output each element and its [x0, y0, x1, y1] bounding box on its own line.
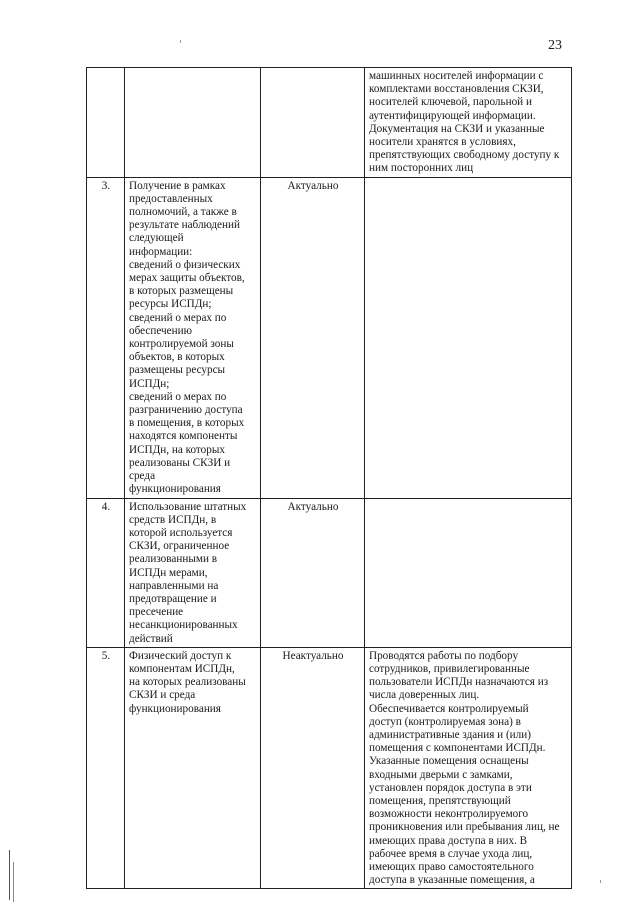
threat-line: на которых реализованы: [129, 676, 246, 689]
threat-line: функционирования: [129, 702, 221, 715]
threat-line: которой используется: [129, 526, 233, 539]
relevance-status: Актуально: [261, 498, 365, 647]
measures-line: помещения, препятствующий: [369, 794, 511, 807]
threat-line: реализованными в: [129, 553, 218, 566]
relevance-status: Актуально: [261, 177, 365, 498]
threat-description: [125, 647, 261, 889]
threat-line: пресечение: [129, 606, 184, 619]
scan-speck: [600, 880, 601, 883]
measures-line: возможности неконтролируемого: [369, 808, 529, 821]
measures-line: сотрудников, привилегированные: [369, 662, 530, 675]
relevance-status: Неактуально: [261, 647, 365, 889]
threat-line: мерах защиты объектов,: [129, 272, 245, 285]
threat-line: в которых размещены: [129, 285, 234, 298]
threat-line: размещены ресурсы: [129, 364, 226, 377]
threat-line: ресурсы ИСПДн;: [129, 298, 212, 311]
threat-line: действий: [129, 632, 173, 645]
threat-line: средств ИСПДн, в: [129, 513, 217, 526]
threat-line: предоставленных: [129, 192, 213, 205]
threat-line: следующей: [129, 232, 184, 245]
row-number: [87, 68, 125, 178]
measures-line: Обеспечивается контролируемый: [369, 702, 529, 715]
scan-speck: [180, 40, 181, 43]
measures-line: машинных носителей информации с: [369, 70, 544, 82]
threat-line: информации:: [129, 245, 193, 258]
threat-line: сведений о физических: [129, 258, 241, 271]
threat-line: Получение в рамках: [129, 179, 226, 192]
measures-line: носители хранятся в условиях,: [369, 136, 516, 149]
scan-margin-mark: [9, 850, 10, 900]
protection-measures: [365, 68, 572, 178]
threat-line: ИСПДн мерами,: [129, 566, 208, 579]
table-row: [87, 68, 572, 178]
measures-line: ним посторонних лиц: [369, 162, 474, 175]
threat-line: реализованы СКЗИ и: [129, 456, 231, 469]
row-number: 3.: [87, 177, 125, 498]
threat-line: находятся компоненты: [129, 430, 238, 443]
measures-line: имеющих право самостоятельного: [369, 860, 534, 873]
threat-line: ИСПДн, на которых: [129, 443, 225, 456]
threat-line: полномочий, а также в: [129, 206, 237, 219]
scan-margin-mark: [13, 862, 14, 902]
measures-line: Проводятся работы по подбору: [369, 649, 519, 662]
threat-line: в помещения, в которых: [129, 417, 245, 430]
threat-description: [125, 498, 261, 647]
measures-line: имеющих права доступа в них. В: [369, 834, 528, 847]
threat-line: объектов, в которых: [129, 351, 225, 364]
protection-measures: [365, 177, 572, 498]
measures-line: Указанные помещения оснащены: [369, 755, 529, 768]
measures-line: аутентифицирующей информации.: [369, 109, 536, 122]
threat-description: [125, 177, 261, 498]
threat-line: ИСПДн;: [129, 377, 170, 390]
row-number: 5.: [87, 647, 125, 889]
measures-line: проникновения или пребывания лиц, не: [369, 821, 560, 834]
measures-line: доступа в указанные помещения, а: [369, 874, 535, 887]
threat-line: обеспечению: [129, 324, 192, 337]
table-row: [87, 647, 572, 889]
threat-line: функционирования: [129, 483, 221, 496]
page-number: 23: [548, 38, 562, 53]
measures-line: помещения с компонентами ИСПДн.: [369, 742, 546, 755]
relevance-status: [261, 68, 365, 178]
measures-line: административные здания и (или): [369, 728, 531, 741]
threat-line: контролируемой зоны: [129, 338, 234, 351]
threat-line: предотвращение и: [129, 592, 217, 605]
threat-line: результате наблюдений: [129, 219, 240, 232]
threat-line: компонентам ИСПДн,: [129, 662, 235, 675]
threat-line: направленными на: [129, 579, 219, 592]
threat-description: [125, 68, 261, 178]
threat-line: разграничению доступа: [129, 404, 243, 417]
measures-line: носителей ключевой, парольной и: [369, 96, 532, 109]
threat-line: сведений о мерах по: [129, 311, 227, 324]
measures-line: пользователи ИСПДн назначаются из: [369, 676, 549, 689]
measures-line: числа доверенных лиц.: [369, 689, 480, 702]
measures-line: рабочее время в случае ухода лиц,: [369, 847, 533, 860]
protection-measures: [365, 647, 572, 889]
measures-line: доступ (контролируемая зона) в: [369, 715, 521, 728]
row-number: 4.: [87, 498, 125, 647]
protection-measures: [365, 498, 572, 647]
table-row: [87, 177, 572, 498]
measures-line: входными дверьми с замками,: [369, 768, 513, 781]
table-row: [87, 498, 572, 647]
measures-line: комплектами восстановления СКЗИ,: [369, 83, 544, 96]
threat-line: СКЗИ и среда: [129, 689, 196, 702]
measures-line: Документация на СКЗИ и указанные: [369, 122, 545, 135]
measures-line: установлен порядок доступа в эти: [369, 781, 532, 794]
threat-table: [86, 67, 572, 889]
threat-line: несанкционированных: [129, 619, 238, 632]
threat-line: среда: [129, 470, 156, 483]
measures-line: препятствующих свободному доступу к: [369, 149, 560, 162]
threat-line: Физический доступ к: [129, 649, 232, 662]
threat-line: СКЗИ, ограниченное: [129, 540, 230, 553]
threat-line: Использование штатных: [129, 500, 247, 513]
threat-line: сведений о мерах по: [129, 390, 227, 403]
